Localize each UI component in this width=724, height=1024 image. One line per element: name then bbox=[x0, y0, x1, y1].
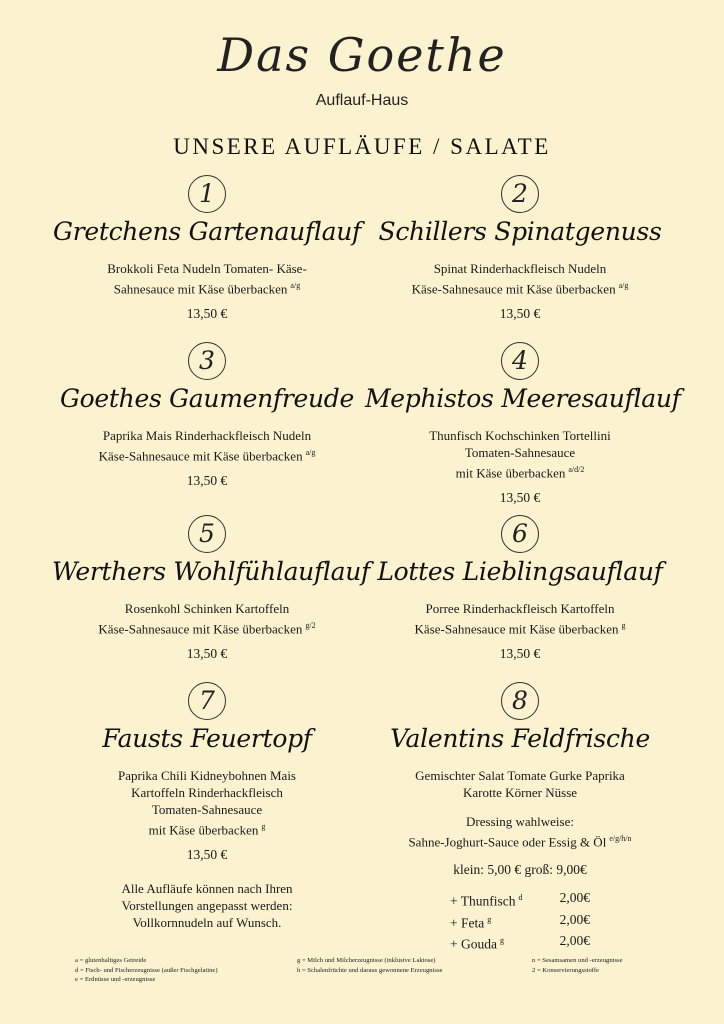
extra-row bbox=[450, 932, 590, 954]
allergen-code: a/g bbox=[290, 281, 301, 290]
item-price: 13,50 € bbox=[499, 306, 541, 322]
dressing-options bbox=[365, 813, 675, 850]
ingredient-line: Karotte Körner Nüsse bbox=[462, 785, 578, 800]
customization-note bbox=[52, 880, 362, 931]
item-number-badge: 7 bbox=[188, 682, 226, 720]
ingredient-line: Spinat Rinderhackfleisch Nudeln bbox=[433, 261, 607, 276]
extra-price: 2,00€ bbox=[559, 933, 590, 949]
menu-item-5 bbox=[52, 515, 370, 662]
allergen-code: e/g/h/n bbox=[609, 834, 632, 843]
allergen-code: g/2 bbox=[305, 621, 316, 630]
ingredient-line: mit Käse überbacken bbox=[455, 465, 566, 481]
menu-item-8 bbox=[365, 682, 675, 954]
menu-item-6 bbox=[365, 515, 675, 662]
item-name: Gretchens Gartenauflauf bbox=[53, 217, 361, 246]
item-price: 13,50 € bbox=[186, 306, 228, 322]
ingredient-line: Brokkoli Feta Nudeln Tomaten- Käse- bbox=[107, 261, 307, 276]
ingredient-line: Thunfisch Kochschinken Tortellini bbox=[429, 428, 611, 443]
allergen-code: g bbox=[621, 621, 626, 630]
ingredient-line: Käse-Sahnesauce mit Käse überbacken bbox=[411, 281, 616, 297]
ingredient-line: Käse-Sahnesauce mit Käse überbacken bbox=[98, 621, 303, 637]
item-price: 13,50 € bbox=[186, 847, 228, 863]
item-number-badge: 2 bbox=[501, 175, 539, 213]
item-ingredients bbox=[365, 260, 675, 297]
item-price: 13,50 € bbox=[499, 646, 541, 662]
extra-label: + Gouda bbox=[450, 936, 497, 952]
extra-row bbox=[450, 889, 590, 911]
allergen-code: a/d/2 bbox=[568, 465, 585, 474]
item-ingredients bbox=[365, 600, 675, 637]
ingredient-line: Porree Rinderhackfleisch Kartoffeln bbox=[425, 601, 615, 616]
ingredient-line: Käse-Sahnesauce mit Käse überbacken bbox=[98, 448, 303, 464]
legend-entry: a = glutenhaltiges Getreide bbox=[75, 957, 147, 964]
item-name: Mephistos Meeresauflauf bbox=[365, 384, 681, 413]
menu-item-3 bbox=[52, 342, 362, 489]
extra-label: + Thunfisch bbox=[450, 893, 516, 909]
allergen-legend-col1 bbox=[75, 956, 218, 985]
size-prices: klein: 5,00 € groß: 9,00€ bbox=[453, 862, 587, 878]
ingredient-line: Tomaten-Sahnesauce bbox=[151, 802, 263, 817]
legend-entry: n = Sesamsamen und -erzeugnisse bbox=[532, 957, 623, 964]
legend-entry: d = Fisch- und Fischerzeugnisse (außer Fischgelatine) bbox=[75, 966, 218, 974]
item-name: Werthers Wohlfühlauflauf bbox=[52, 557, 370, 586]
brand-subtitle: Auflauf-Haus bbox=[315, 92, 409, 109]
note-line: Vorstellungen angepasst werden: bbox=[121, 898, 293, 913]
extra-label: + Feta bbox=[450, 915, 485, 931]
extras-list bbox=[450, 889, 590, 954]
item-ingredients bbox=[52, 600, 362, 637]
item-price: 13,50 € bbox=[499, 490, 541, 506]
item-number-badge: 3 bbox=[188, 342, 226, 380]
extra-price: 2,00€ bbox=[559, 890, 590, 906]
item-name: Lottes Lieblingsauflauf bbox=[377, 557, 663, 586]
menu-item-4 bbox=[365, 342, 681, 506]
item-ingredients bbox=[365, 427, 675, 481]
legend-entry: g = Milch und Milcherzeugnisse (inklusive Laktose) bbox=[297, 957, 436, 964]
ingredient-line: Sahnesauce mit Käse überbacken bbox=[113, 281, 288, 297]
note-line: Alle Aufläufe können nach Ihren bbox=[121, 881, 293, 896]
extra-row bbox=[450, 911, 590, 933]
allergen-code: d bbox=[518, 893, 523, 903]
item-number-badge: 8 bbox=[501, 682, 539, 720]
dressing-label: Dressing wahlweise: bbox=[466, 814, 574, 829]
allergen-legend-col3 bbox=[532, 956, 623, 975]
item-ingredients bbox=[52, 427, 362, 464]
ingredient-line: Gemischter Salat Tomate Gurke Paprika bbox=[415, 768, 625, 783]
ingredient-line: Rosenkohl Schinken Kartoffeln bbox=[124, 601, 290, 616]
item-ingredients bbox=[52, 767, 362, 838]
legend-entry: h = Schalenfrüchte und daraus gewonnene Erzeugnisse bbox=[297, 966, 443, 974]
ingredient-line: Paprika Chili Kidneybohnen Mais bbox=[117, 768, 296, 783]
allergen-code: g bbox=[487, 914, 492, 924]
item-price: 13,50 € bbox=[186, 473, 228, 489]
allergen-code: a/g bbox=[305, 448, 316, 457]
item-number-badge: 6 bbox=[501, 515, 539, 553]
menu-item-2 bbox=[365, 175, 675, 322]
menu-item-7 bbox=[52, 682, 362, 863]
legend-entry: e = Erdnüsse und -erzeugnisse bbox=[75, 976, 156, 983]
allergen-code: g bbox=[261, 822, 266, 831]
item-name: Valentins Feldfrische bbox=[390, 724, 650, 753]
allergen-code: g bbox=[499, 936, 504, 946]
extra-price: 2,00€ bbox=[559, 911, 590, 927]
item-name: Fausts Feuertopf bbox=[102, 724, 312, 753]
brand-logo: Das Goethe bbox=[217, 28, 507, 82]
allergen-code: a/g bbox=[618, 281, 629, 290]
item-price: 13,50 € bbox=[186, 646, 228, 662]
allergen-legend-col2 bbox=[297, 956, 442, 975]
section-title: UNSERE AUFLÄUFE / SALATE bbox=[173, 134, 551, 159]
item-number-badge: 5 bbox=[188, 515, 226, 553]
ingredient-line: Paprika Mais Rinderhackfleisch Nudeln bbox=[102, 428, 312, 443]
dressing-choice: Sahne-Joghurt-Sauce oder Essig & Öl bbox=[408, 834, 607, 850]
menu-item-1 bbox=[52, 175, 362, 322]
item-ingredients bbox=[365, 767, 675, 801]
ingredient-line: mit Käse überbacken bbox=[148, 822, 259, 838]
legend-entry: 2 = Konservierungsstoffe bbox=[532, 966, 599, 974]
item-name: Schillers Spinatgenuss bbox=[378, 217, 662, 246]
ingredient-line: Kartoffeln Rinderhackfleisch bbox=[131, 785, 283, 800]
item-number-badge: 4 bbox=[501, 342, 539, 380]
ingredient-line: Tomaten-Sahnesauce bbox=[464, 445, 576, 460]
item-name: Goethes Gaumenfreude bbox=[59, 384, 354, 413]
ingredient-line: Käse-Sahnesauce mit Käse überbacken bbox=[414, 621, 619, 637]
item-number-badge: 1 bbox=[188, 175, 226, 213]
item-ingredients bbox=[52, 260, 362, 297]
note-line: Vollkornnudeln auf Wunsch. bbox=[132, 915, 282, 930]
